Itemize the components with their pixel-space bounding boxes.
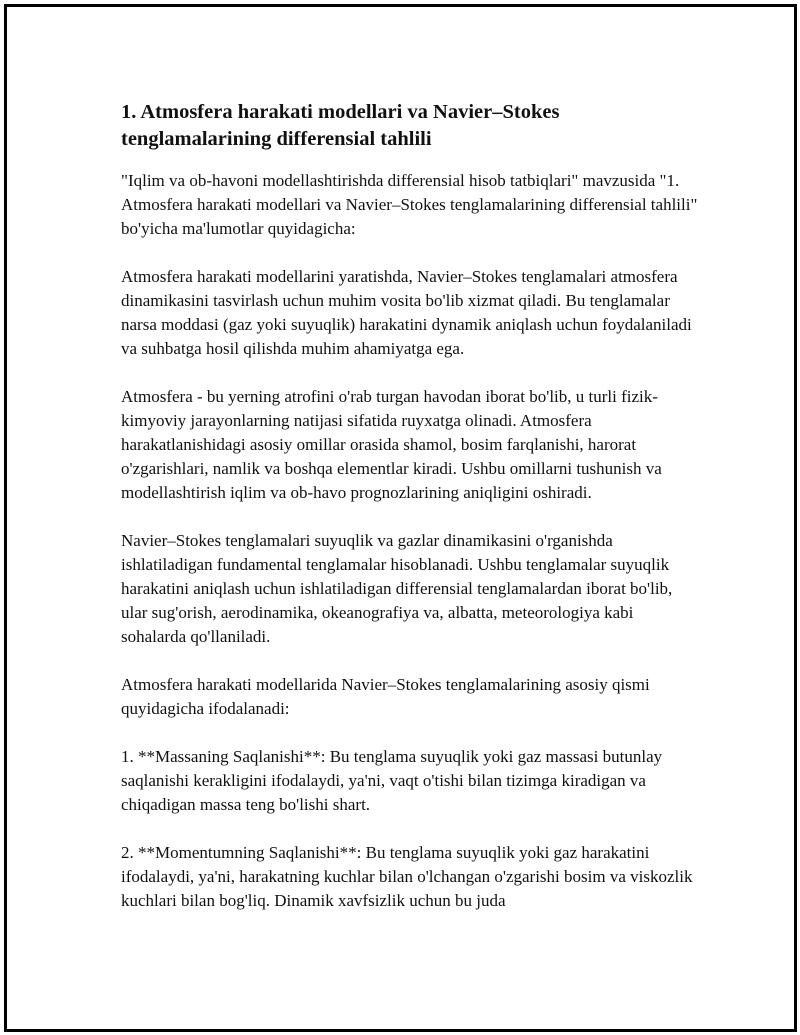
paragraph-intro: "Iqlim va ob-havoni modellashtirishda differensial hisob tatbiqlari" mavzusida "1. Atmosfera harakati modellari va Navier–Stokes tenglamalarining differensial tahlili" bo'yicha ma'lumotlar quyidagicha: xyxy=(121,171,698,238)
paragraph-main-part: Atmosfera harakati modellarida Navier–Stokes tenglamalarining asosiy qismi quyidagicha ifodalanadi: xyxy=(121,675,650,718)
page-frame xyxy=(4,4,797,1032)
paragraph-momentum-conservation: 2. **Momentumning Saqlanishi**: Bu tenglama suyuqlik yoki gaz harakatini ifodalaydi, ya'ni, harakatning kuchlar bilan o'lchangan o'zgarishi bosim va viskozlik kuchlari bilan bog'liq. Dinamik xavfsizlik uchun bu juda xyxy=(121,843,693,910)
paragraph-models: Atmosfera harakati modellarini yaratishda, Navier–Stokes tenglamalari atmosfera dinamikasini tasvirlash uchun muhim vosita bo'lib xizmat qiladi. Bu tenglamalar narsa moddasi (gaz yoki suyuqlik) harakatini dynamik aniqlash uchun foydalaniladi va suhbatga hosil qilishda muhim ahamiyatga ega. xyxy=(121,267,692,358)
document-body xyxy=(121,99,701,913)
paragraph-navier-stokes: Navier–Stokes tenglamalari suyuqlik va gazlar dinamikasini o'rganishda ishlatiladigan fundamental tenglamalar hisoblanadi. Ushbu tenglamalar suyuqlik harakatini aniqlash uchun ishlatiladigan differensial tenglamalardan iborat bo'lib, ular sug'orish, aerodinamika, okeanografiya va, albatta, meteorologiya kabi sohalarda qo'llaniladi. xyxy=(121,531,673,646)
paragraph-mass-conservation: 1. **Massaning Saqlanishi**: Bu tenglama suyuqlik yoki gaz massasi butunlay saqlanishi kerakligini ifodalaydi, ya'ni, vaqt o'tishi bilan tizimga kiradigan va chiqadigan massa teng bo'lishi shart. xyxy=(121,747,663,814)
paragraph-atmosphere: Atmosfera - bu yerning atrofini o'rab turgan havodan iborat bo'lib, u turli fizik-kimyoviy jarayonlarning natijasi sifatida ruyxatga olinadi. Atmosfera harakatlanishidagi asosiy omillar orasida shamol, bosim farqlanishi, harorat o'zgarishlari, namlik va boshqa elementlar kiradi. Ushbu omillarni tushunish va modellashtirish iqlim va ob-havo prognozlarining aniqligini oshiradi. xyxy=(121,387,662,502)
document-heading: 1. Atmosfera harakati modellari va Navier–Stokes tenglamalarining differensial tahlili xyxy=(121,101,560,150)
